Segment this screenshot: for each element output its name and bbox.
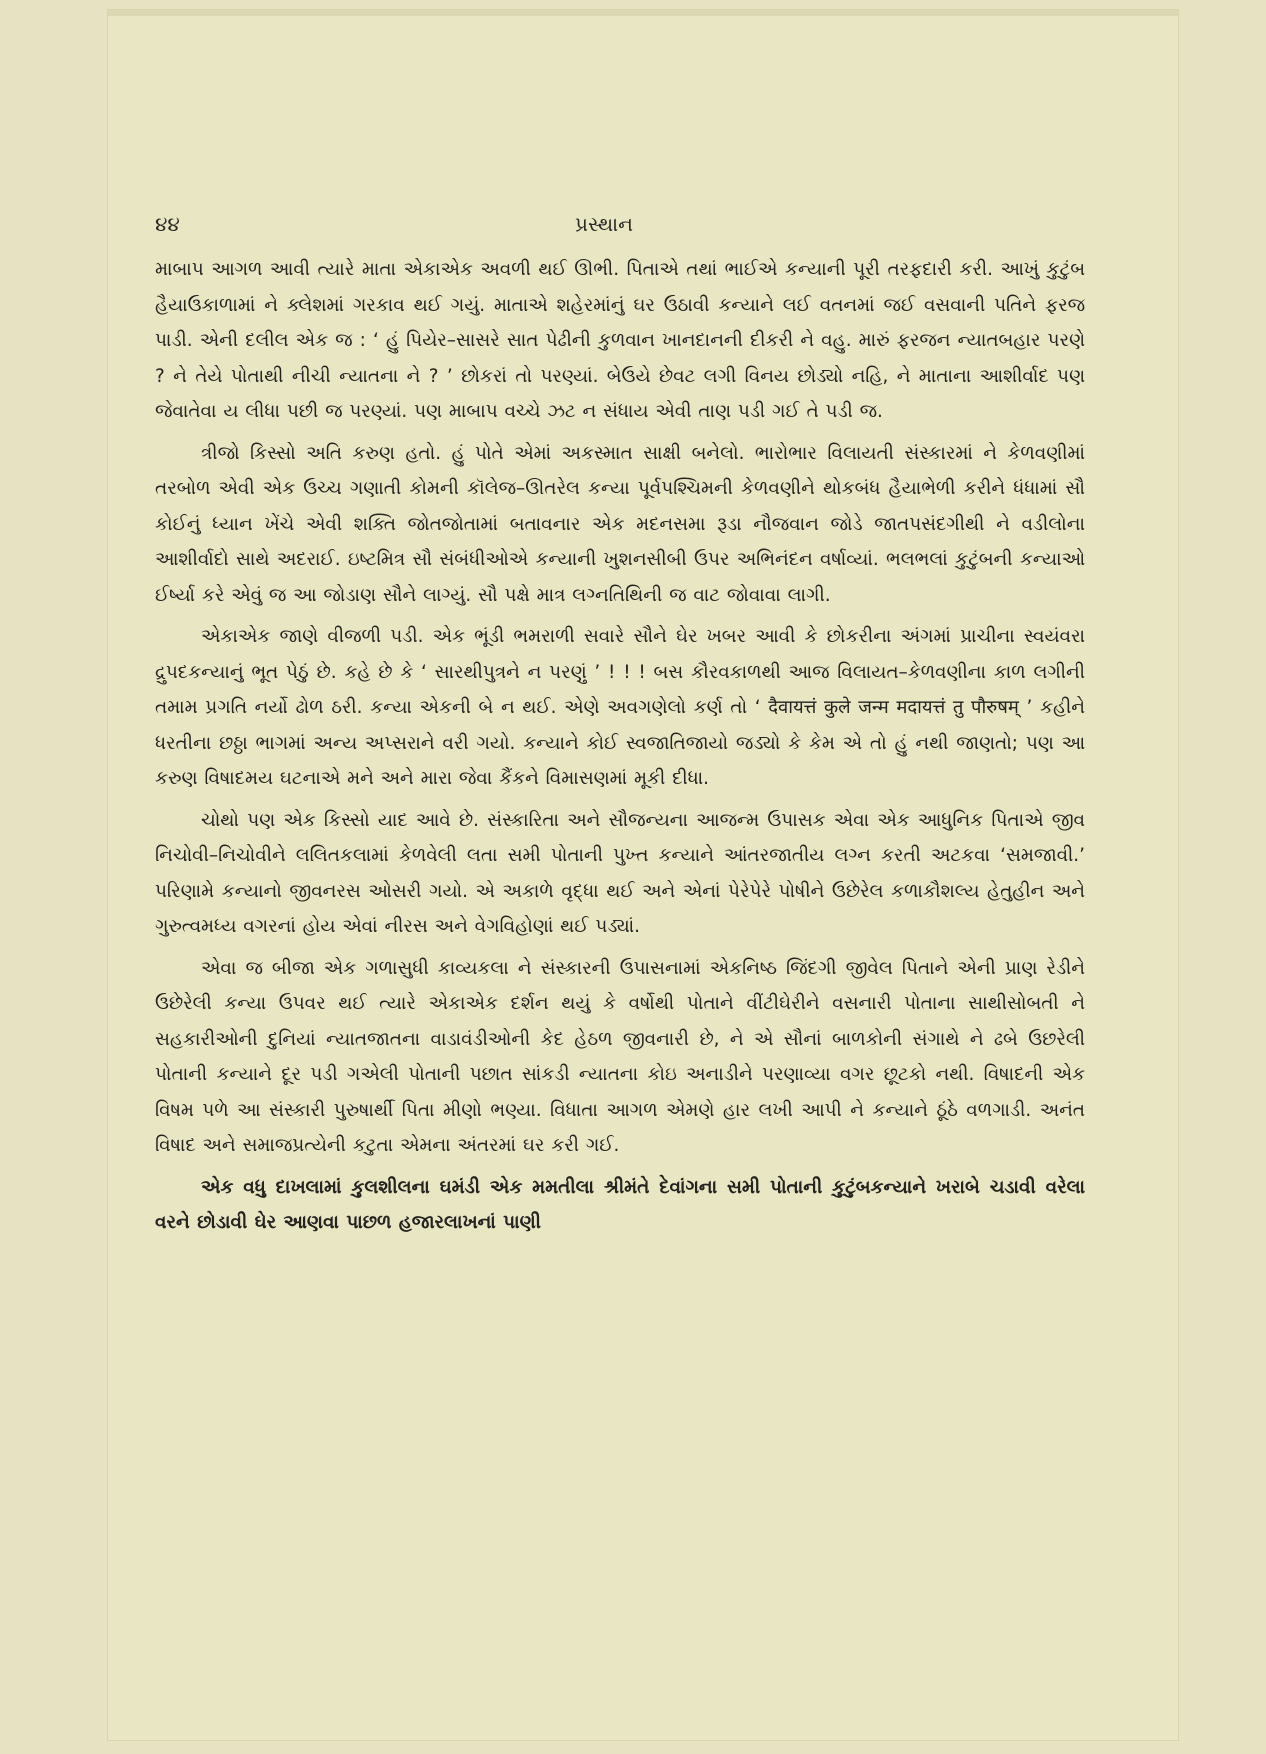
- paragraph-2: ત્રીજો કિસ્સો અતિ કરુણ હતો. હું પોતે એમાં અકસ્માત સાક્ષી બનેલો. ભારોભાર વિલાયતી સંસ્કારમાં ને કેળવણીમાં તરબોળ એવી એક ઉચ્ચ ગણાતી કોમની કૉલેજ–ઊતરેલ કન્યા પૂર્વપશ્ચિમની કેળવણીને થોકબંધ હૈયાભેળી કરીને ધંધામાં સૌ કોઈનું ધ્યાન ખેંચે એવી શક્તિ જોતજોતામાં બતાવનાર એક મદનસમા રૂડા નૌજવાન જોડે જાતપસંદગીથી ને વડીલોના આશીર્વાદો સાથે અદરાઈ. ઇષ્ટમિત્ર સૌ સંબંધીઓએ કન્યાની ખુશનસીબી ઉપર અભિનંદન વર્ષાવ્યાં. ભલભલાં કુટુંબની કન્યાઓ ઈર્ષ્યા કરે એવું જ આ જોડાણ સૌને લાગ્યું. સૌ પક્ષે માત્ર લગ્નતિથિની જ વાટ જોવાવા લાગી.: [155, 442, 1085, 606]
- paragraph-4: ચોથો પણ એક કિસ્સો યાદ આવે છે. સંસ્કારિતા અને સૌજન્યના આજન્મ ઉપાસક એવા એક આધુનિક પિતાએ જીવ નિચોવી–નિચોવીને લલિતકલામાં કેળવેલી લતા સમી પોતાની પુખ્ત કન્યાને આંતરજાતીય લગ્ન કરતી અટકવા ‘સમજાવી.’ પરિણામે કન્યાનો જીવનરસ ઓસરી ગયો. એ અકાળે વૃદ્ધા થઈ અને એનાં પેરેપેરે પોષીને ઉછેરેલ કળાકૌશલ્ય હેતુહીન અને ગુરુત્વમધ્ય વગરનાં હોય એવાં નીરસ અને વેગવિહોણાં થઈ પડ્યાં.: [155, 809, 1085, 937]
- paragraph-3: એકાએક જાણે વીજળી પડી. એક ભૂંડી ભમરાળી સવારે સૌને ઘેર ખબર આવી કે છોકરીના અંગમાં પ્રાચીના સ્વયંવરા દ્રુપદકન્યાનું ભૂત પેઠું છે. કહે છે કે ‘ સારથીપુત્રને ન પરણું ’ ! ! ! બસ કૌરવકાળથી આજ વિલાયત–કેળવણીના કાળ લગીની તમામ પ્રગતિ નર્યો ઢોળ ઠરી. કન્યા એકની બે ન થઈ. એણે અવગણેલો કર્ણ તો ‘ दैवायत्तं कुले जन्म मदायत्तं तु पौरुषम् ’ કહીને ધરતીના છઠ્ઠા ભાગમાં અન્ય અપ્સરાને વરી ગયો. કન્યાને કોઈ સ્વજાતિજાયો જડ્યો કે કેમ એ તો હું નથી જાણતો; પણ આ કરુણ વિષાદમય ઘટનાએ મને અને મારા જેવા કૈંકને વિમાસણમાં મૂકી દીધા.: [155, 626, 1085, 789]
- body-text: [155, 252, 1085, 1247]
- page-header: [155, 212, 1105, 248]
- paragraph-6: એક વધુ દાખલામાં કુલશીલના ઘમંડી એક મમતીલા શ્રીમંતે દેવાંગના સમી પોતાની કુટુંબકન્યાને ખરાબે ચડાવી વરેલા વરને છોડાવી ઘેર આણવા પાછળ હજારલાખનાં પાણી: [155, 1176, 1085, 1233]
- paragraph-5: એવા જ બીજા એક ગળાસુધી કાવ્યકલા ને સંસ્કારની ઉપાસનામાં એકનિષ્ઠ જિંદગી જીવેલ પિતાને એની પ્રાણ રેડીને ઉછેરેલી કન્યા ઉપવર થઈ ત્યારે એકાએક દર્શન થયું કે વર્ષોથી પોતાને વીંટીઘેરીને વસનારી પોતાના સાથીસોબતી ને સહકારીઓની દુનિયાં ન્યાતજાતના વાડાવંડીઓની કેદ હેઠળ જીવનારી છે, ને એ સૌનાં બાળકોની સંગાથે ને ઢબે ઉછરેલી પોતાની કન્યાને દૂર પડી ગએલી પોતાની પછાત સાંકડી ન્યાતના કોઇ અનાડીને પરણાવ્યા વગર છૂટકો નથી. વિષાદની એક વિષમ પળે આ સંસ્કારી પુરુષાર્થી પિતા મીણો ભણ્યા. વિધાતા આગળ એમણે હાર લખી આપી ને કન્યાને ઠૂંઠે વળગાડી. અનંત વિષાદ અને સમાજપ્રત્યેની કટુતા એમના અંતરમાં ઘર કરી ગઈ.: [155, 957, 1085, 1156]
- page-number: ૪૪: [155, 212, 180, 236]
- paragraph-1: માબાપ આગળ આવી ત્યારે માતા એકાએક અવળી થઈ ઊભી. પિતાએ તથાં ભાઈએ કન્યાની પૂરી તરફદારી કરી. આખું કુટુંબ હૈયાઉકાળામાં ને ક્લેશમાં ગરકાવ થઈ ગયું. માતાએ શહેરમાંનું ઘર ઉઠાવી કન્યાને લઈ વતનમાં જઈ વસવાની પતિને ફરજ પાડી. એની દલીલ એક જ : ‘ હું પિયેર–સાસરે સાત પેઢીની કુળવાન ખાનદાનની દીકરી ને વહુ. મારું ફરજન ન્યાતબહાર પરણે ? ને તેયે પોતાથી નીચી ન્યાતના ને ? ’ છોકરાં તો પરણ્યાં. બેઉયે છેવટ લગી વિનય છોડ્યો નહિ, ને માતાના આશીર્વાદ પણ જેવાતેવા ય લીધા પછી જ પરણ્યાં. પણ માબાપ વચ્ચે ઝટ ન સંધાય એવી તાણ પડી ગઈ તે પડી જ.: [155, 259, 1085, 422]
- running-title: પ્રસ્થાન: [575, 212, 634, 236]
